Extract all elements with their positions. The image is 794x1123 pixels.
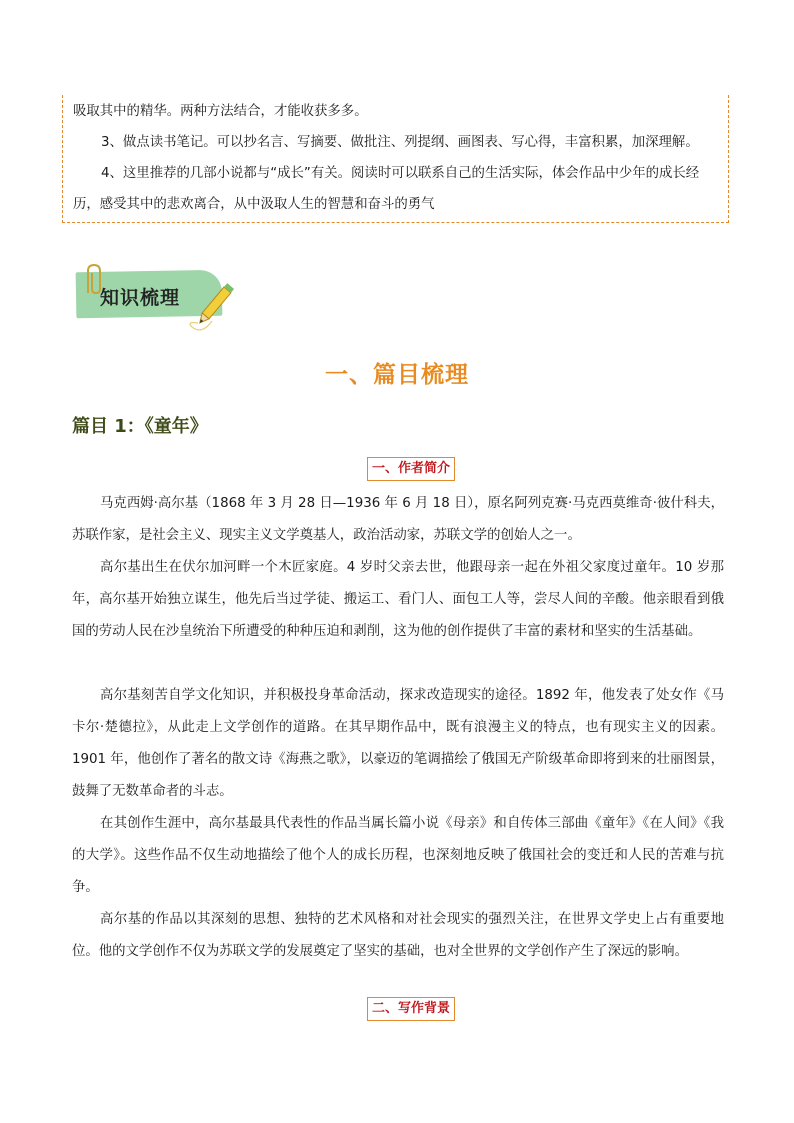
author-intro-label: 一、作者简介 [367, 457, 455, 481]
paragraph-2: 高尔基出生在伏尔加河畔一个木匠家庭。4 岁时父亲去世，他跟母亲一起在外祖父家度过童年。10 岁那年，高尔基开始独立谋生，他先后当过学徒、搬运工、看门人、面包工人等，尝尽人间的辛酸。他亲眼看到俄国的劳动人民在沙皇统治下所遭受的种种压迫和剥削，这为他的创作提供了丰富的素材和坚实的生活基础。 [72, 560, 724, 639]
knowledge-banner [74, 263, 264, 339]
writing-background-label: 二、写作背景 [367, 997, 455, 1021]
piece-title: 篇目 1：《童年》 [72, 416, 208, 437]
tips-line-1: 吸取其中的精华。两种方法结合，才能收获多多。 [73, 104, 368, 119]
tips-line-3: 4、这里推荐的几部小说都与“成长”有关。阅读时可以联系自己的生活实际，体会作品中少年的成长经历，感受其中的悲欢离合，从中汲取人生的智慧和奋斗的勇气 [73, 166, 700, 212]
paragraph-4: 在其创作生涯中，高尔基最具代表性的作品当属长篇小说《母亲》和自传体三部曲《童年》《在人间》《我的大学》。这些作品不仅生动地描绘了他个人的成长历程，也深刻地反映了俄国社会的变迁和人民的苦难与抗争。 [72, 816, 724, 895]
paragraph-1: 马克西姆·高尔基（1868 年 3 月 28 日—1936 年 6 月 18 日），原名阿列克赛·马克西莫维奇·彼什科夫，苏联作家，是社会主义、现实主义文学奠基人，政治活动家，苏联文学的创始人之一。 [72, 496, 724, 543]
pencil-icon [196, 283, 234, 326]
section-title: 一、篇目梳理 [325, 362, 469, 388]
tips-line-2: 3、做点读书笔记。可以抄名言、写摘要、做批注、列提纲、画图表、写心得，丰富积累，加深理解。 [101, 135, 699, 150]
paragraph-5: 高尔基的作品以其深刻的思想、独特的艺术风格和对社会现实的强烈关注，在世界文学史上占有重要地位。他的文学创作不仅为苏联文学的发展奠定了坚实的基础，也对全世界的文学创作产生了深远的影响。 [72, 912, 724, 959]
paperclip-icon [88, 265, 100, 293]
reading-tips-box [62, 95, 729, 223]
banner-title: 知识梳理 [100, 287, 181, 309]
paragraph-3: 高尔基刻苦自学文化知识，并积极投身革命活动，探求改造现实的途径。1892 年，他发表了处女作《马卡尔·楚德拉》，从此走上文学创作的道路。在其早期作品中，既有浪漫主义的特点，也有现实主义的因素。1901 年，他创作了著名的散文诗《海燕之歌》，以豪迈的笔调描绘了俄国无产阶级革命即将到来的壮丽图景，鼓舞了无数革命者的斗志。 [72, 688, 724, 799]
